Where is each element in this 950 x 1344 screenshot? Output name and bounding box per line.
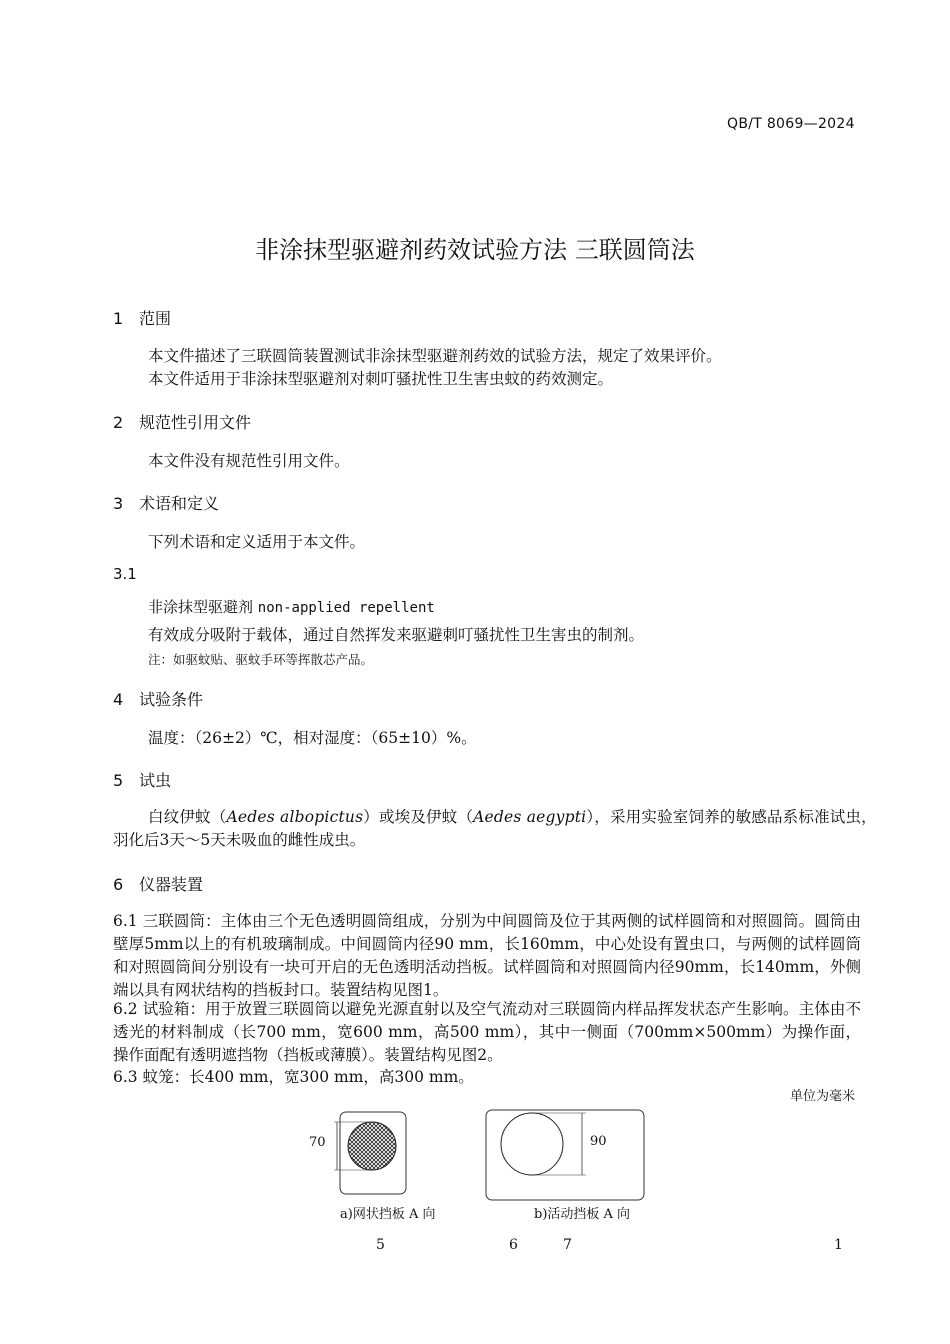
text-run: ），采用实验室饲养的敏感品系标准试虫， bbox=[586, 808, 877, 826]
apparatus-clause-6-1: 6.1 三联圆筒：主体由三个无色透明圆筒组成，分别为中间圆筒及位于其两侧的试样圆筒和对照圆筒。圆筒由壁厚5mm以上的有机玻璃制成。中间圆筒内径90 mm，长160mm，中心处设有置虫口，与两侧的试样圆筒和对照圆筒间分别设有一块可开启的无色透明活动挡板。试样圆筒和对照圆筒内径90mm，长140mm，外侧端以具有网状结构的挡板封口。装置结构见图1。 bbox=[113, 912, 861, 999]
section-heading-normative-references bbox=[113, 410, 251, 433]
section-number: 6 bbox=[113, 875, 124, 894]
section-title: 试虫 bbox=[139, 771, 172, 790]
section-number: 2 bbox=[113, 413, 124, 432]
figure-diagram bbox=[290, 1100, 670, 1210]
term-note: 注：如驱蚊贴、驱蚊手环等挥散芯产品。 bbox=[148, 652, 374, 667]
terms-paragraph: 下列术语和定义适用于本文件。 bbox=[148, 533, 366, 551]
section-title: 术语和定义 bbox=[139, 494, 220, 513]
section-number: 4 bbox=[113, 690, 124, 709]
section-heading-apparatus bbox=[113, 872, 203, 895]
test-insects-line-1 bbox=[148, 806, 877, 829]
section-number: 5 bbox=[113, 771, 124, 790]
text-run: ）或埃及伊蚊（ bbox=[363, 808, 474, 826]
term-entry bbox=[148, 596, 435, 617]
section-heading-test-insects bbox=[113, 768, 171, 791]
text-run: 白纹伊蚊（ bbox=[148, 808, 227, 826]
section-number: 3 bbox=[113, 494, 124, 513]
figure-caption-a: a)网状挡板 A 向 bbox=[340, 1207, 436, 1222]
document-title: 非涂抹型驱避剂药效试验方法 三联圆筒法 bbox=[255, 236, 695, 264]
standard-number: QB/T 8069—2024 bbox=[727, 116, 855, 132]
dimension-label-a: 70 bbox=[309, 1135, 326, 1150]
section-title: 规范性引用文件 bbox=[139, 413, 252, 432]
figure-label: 6 bbox=[509, 1237, 518, 1253]
species-name: Aedes albopictus bbox=[226, 808, 364, 826]
scope-paragraph-2: 本文件适用于非涂抹型驱避剂对刺叮骚扰性卫生害虫蚊的药效测定。 bbox=[148, 370, 614, 388]
section-title: 范围 bbox=[139, 309, 172, 328]
dimension-label-b: 90 bbox=[590, 1134, 607, 1149]
test-conditions-paragraph: 温度：（26±2）℃，相对湿度：（65±10）%。 bbox=[148, 729, 477, 747]
figure-label: 7 bbox=[563, 1237, 572, 1253]
unit-note: 单位为毫米 bbox=[790, 1089, 856, 1104]
term-english: non-applied repellent bbox=[257, 600, 435, 616]
section-heading-terms bbox=[113, 491, 219, 514]
mesh-baffle-circle bbox=[348, 1122, 396, 1170]
movable-baffle-circle bbox=[501, 1113, 563, 1175]
section-number: 1 bbox=[113, 309, 124, 328]
figure-caption-b: b)活动挡板 A 向 bbox=[534, 1207, 631, 1222]
section-heading-scope bbox=[113, 306, 171, 329]
figure-label: 1 bbox=[834, 1237, 843, 1253]
scope-paragraph-1: 本文件描述了三联圆筒装置测试非涂抹型驱避剂药效的试验方法，规定了效果评价。 bbox=[148, 347, 722, 365]
apparatus-clause-6-2: 6.2 试验箱：用于放置三联圆筒以避免光源直射以及空气流动对三联圆筒内样品挥发状态产生影响。主体由不透光的材料制成（长700 mm，宽600 mm，高500 mm），其中一侧面（700mm×500mm）为操作面，操作面配有透明遮挡物（挡板或薄膜）。装置结构见图2。 bbox=[113, 1000, 861, 1064]
normative-references-paragraph: 本文件没有规范性引用文件。 bbox=[148, 452, 350, 470]
subclause-number: 3.1 bbox=[113, 565, 137, 583]
section-heading-test-conditions bbox=[113, 687, 203, 710]
section-title: 试验条件 bbox=[139, 690, 204, 709]
section-title: 仪器装置 bbox=[139, 875, 204, 894]
species-name: Aedes aegypti bbox=[473, 808, 587, 826]
apparatus-clause-6-3: 6.3 蚊笼：长400 mm，宽300 mm，高300 mm。 bbox=[113, 1068, 474, 1086]
term-chinese: 非涂抹型驱避剂 bbox=[148, 598, 254, 616]
term-definition: 有效成分吸附于载体，通过自然挥发来驱避刺叮骚扰性卫生害虫的制剂。 bbox=[148, 626, 645, 644]
movable-baffle-frame bbox=[486, 1110, 644, 1200]
figure-label: 5 bbox=[376, 1237, 385, 1253]
test-insects-line-2: 羽化后3天～5天未吸血的雌性成虫。 bbox=[113, 831, 366, 849]
